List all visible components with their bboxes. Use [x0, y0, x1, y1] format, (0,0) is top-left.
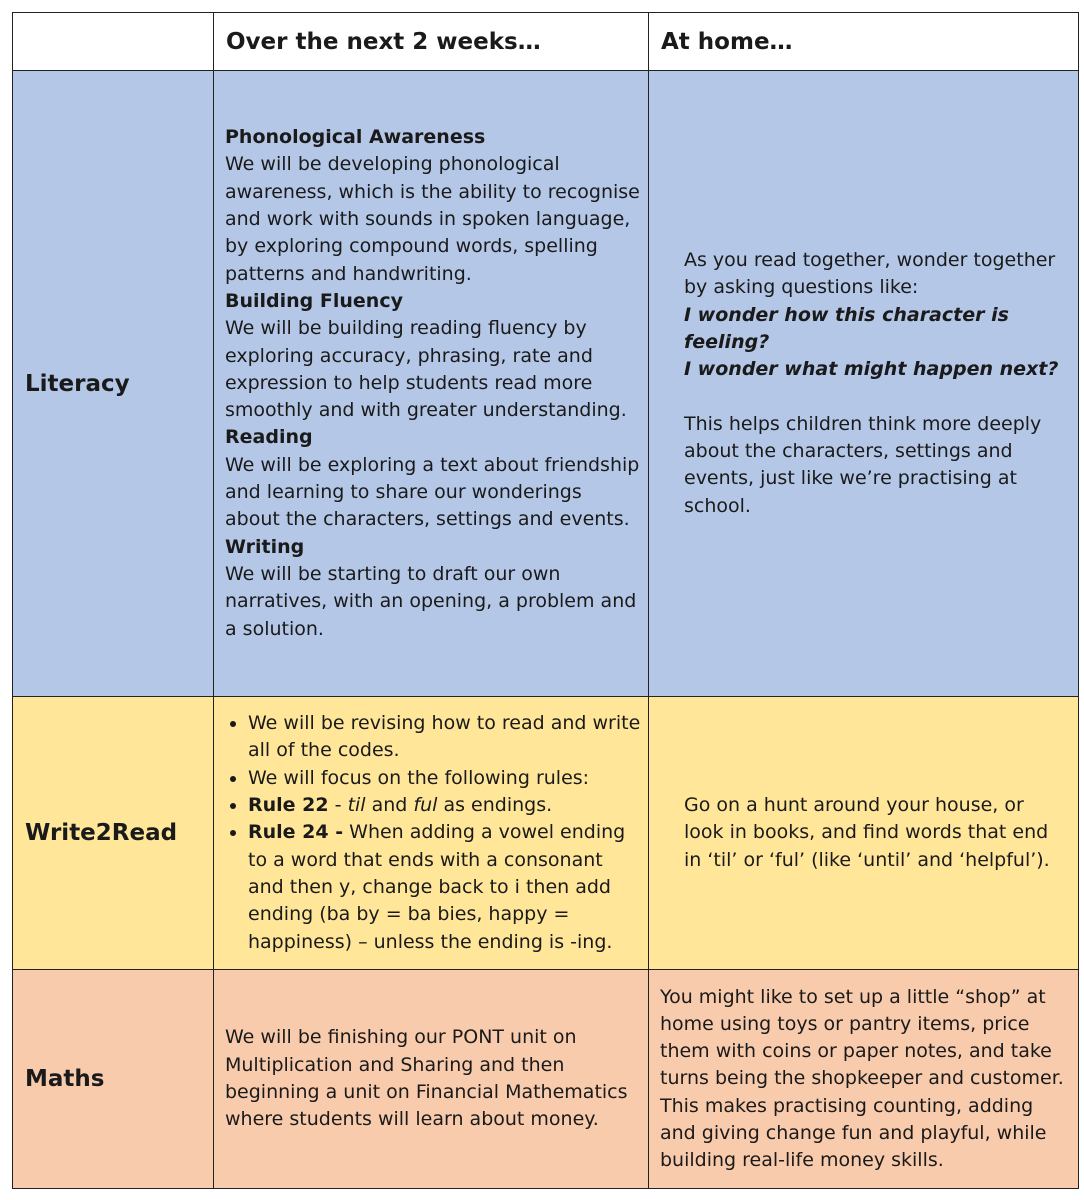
maths-plan: We will be finishing our PONT unit on Multiplication and Sharing and then beginning a unit on Financial Mathematics where students will learn about money. [225, 1026, 628, 1131]
literacy-row [13, 71, 1079, 697]
header-next-2-weeks: Over the next 2 weeks… [226, 28, 541, 55]
learning-overview-table [12, 12, 1079, 1189]
write2read-plan-cell [214, 697, 649, 970]
phonological-awareness-text: We will be developing phonological awareness, which is the ability to recognise and work with sounds in spoken language, by exploring compound words, spelling patterns and handwriting. [225, 153, 640, 285]
write2read-label: Write2Read [25, 820, 178, 846]
literacy-label-cell [13, 71, 214, 697]
write2read-row [13, 697, 1079, 970]
write2read-bullet-list [214, 710, 648, 956]
list-item: • We will focus on the following rules: [248, 765, 642, 792]
rule-22-name: Rule 22 [248, 794, 329, 817]
reading-text: We will be exploring a text about friendship and learning to share our wonderings about the characters, settings and events. [225, 453, 640, 531]
maths-label-cell [13, 970, 214, 1189]
phonological-awareness-heading: Phonological Awareness [225, 126, 486, 149]
literacy-home-question-1: I wonder how this character is feeling? [684, 303, 1009, 353]
reading-heading: Reading [225, 426, 313, 449]
building-fluency-heading: Building Fluency [225, 289, 403, 312]
paragraph-gap [684, 384, 1068, 411]
write2read-home: Go on a hunt around your house, or look in books, and find words that end in ‘til’ or ‘ful’ (like ‘until’ and ‘helpful’). [684, 794, 1050, 871]
til-ending: til [347, 794, 366, 817]
header-empty-cell [13, 13, 214, 71]
literacy-home-intro: As you read together, wonder together by asking questions like: [684, 249, 1056, 299]
list-item: • We will be revising how to read and write all of the codes. [248, 710, 642, 765]
maths-label: Maths [25, 1066, 105, 1092]
rule-24-name: Rule 24 - [248, 821, 344, 844]
write2read-label-cell [13, 697, 214, 970]
literacy-home [649, 247, 1078, 520]
header-at-home: At home… [661, 28, 793, 55]
maths-plan-cell [214, 970, 649, 1189]
list-item: • Rule 22 - til and ful as endings. [248, 792, 642, 819]
literacy-label: Literacy [25, 370, 130, 397]
literacy-home-question-2: I wonder what might happen next? [684, 358, 1059, 381]
building-fluency-text: We will be building reading fluency by exploring accuracy, phrasing, rate and expression to help students read more smoothly and with greater understanding. [225, 317, 627, 422]
literacy-plan-cell [214, 71, 649, 697]
list-item: • Rule 24 - When adding a vowel ending to a word that ends with a consonant and then y, change back to i then add ending (ba by = ba bies, happy = happiness) – unless the ending is -ing. [248, 819, 642, 955]
literacy-home-outro: This helps children think more deeply about the characters, settings and events, just like we’re practising at school. [684, 412, 1042, 517]
header-at-home-cell [649, 13, 1079, 71]
write2read-home-cell [649, 697, 1079, 970]
header-row [13, 13, 1079, 71]
literacy-home-cell [649, 71, 1079, 697]
header-next-2-weeks-cell [214, 13, 649, 71]
literacy-plan [214, 124, 648, 643]
writing-heading: Writing [225, 535, 305, 558]
ful-ending: ful [413, 794, 438, 817]
maths-home: You might like to set up a little “shop” at home using toys or pantry items, price them with coins or paper notes, and take turns being the shopkeeper and customer. This makes practising counting, adding and giving change fun and playful, while building real-life money skills. [660, 985, 1064, 1171]
writing-text: We will be starting to draft our own narratives, with an opening, a problem and a solution. [225, 562, 637, 640]
maths-home-cell [649, 970, 1079, 1189]
maths-row [13, 970, 1079, 1189]
